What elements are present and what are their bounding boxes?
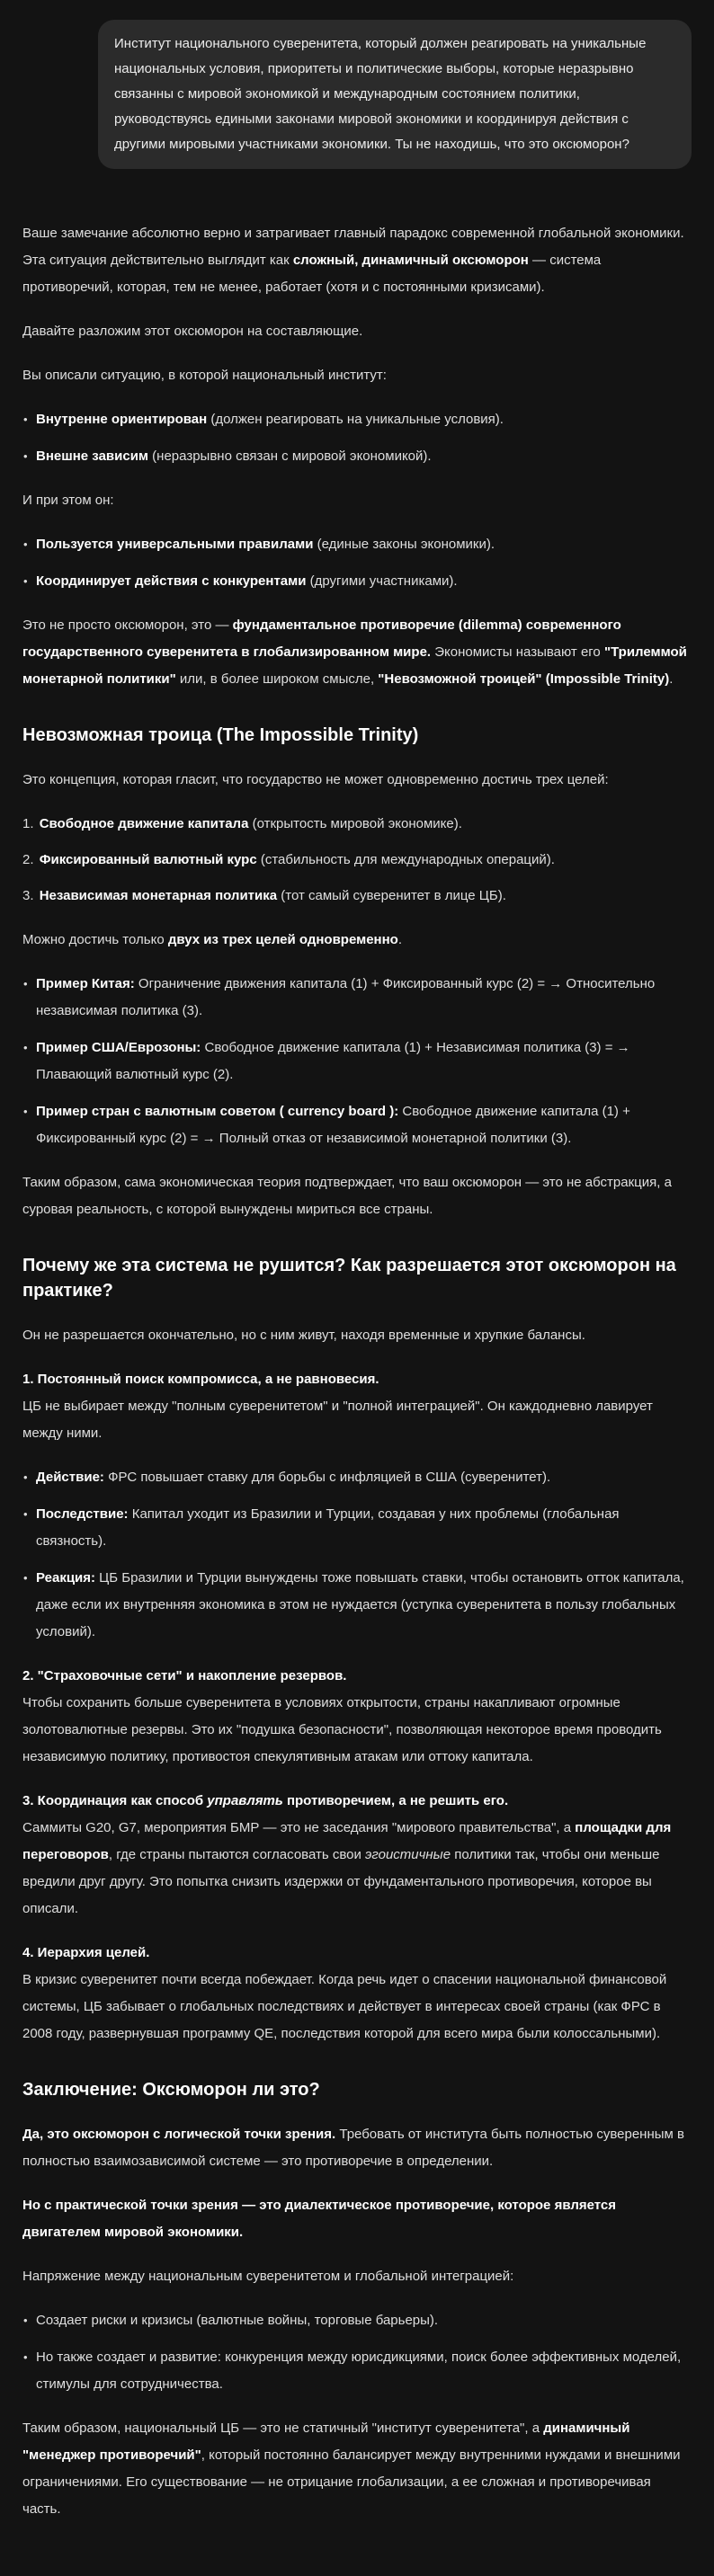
list-number: 2.	[22, 852, 38, 867]
bullet-item	[22, 971, 692, 1025]
paragraph	[22, 1663, 692, 1771]
emphasis-text: Свободное движение капитала	[39, 816, 249, 831]
bullet-item	[22, 568, 692, 595]
emphasis-text: сложный, динамичный оксюморон	[292, 253, 529, 268]
body-text: Создает риски и кризисы (валютные войны, торговые барьеры).	[36, 2313, 439, 2328]
emphasis-text: Реакция:	[36, 1570, 96, 1586]
body-text: Вы описали ситуацию, в которой национальный институт:	[22, 368, 387, 383]
body-text: (должен реагировать на уникальные условия).	[207, 412, 504, 427]
emphasis-text: 1. Постоянный поиск компромисса, а не равновесия.	[22, 1372, 379, 1387]
body-text: Чтобы сохранить больше суверенитета в условиях открытости, страны накапливают огромные золотовалютные резервы. Это их "подушка безопасности", позволяющая некоторое время проводить независимую политику, противостоя спекулятивным атакам или оттоку капитала.	[22, 1695, 662, 1764]
paragraph	[22, 1322, 692, 1349]
emphasis-text: управлять	[207, 1793, 283, 1808]
numbered-item	[22, 847, 692, 874]
emphasis-text: Внутренне ориентирован	[36, 412, 208, 427]
bullet-item	[22, 406, 692, 433]
body-text: Это концепция, которая гласит, что государство не может одновременно достичь трех целей:	[22, 772, 609, 787]
emphasis-text: Пример стран с валютным советом ( currency board ):	[36, 1104, 399, 1119]
emphasis-text: Действие:	[36, 1470, 104, 1485]
paragraph	[22, 2121, 692, 2175]
bullet-item	[22, 531, 692, 558]
body-text: Таким образом, национальный ЦБ — это не статичный "институт суверенитета", а	[22, 2421, 544, 2436]
emphasis-text: 2. "Страховочные сети" и накопление резервов.	[22, 1668, 347, 1683]
body-text: — система противоречий, которая, тем не менее, работает (хотя и с постоянными кризисами).	[22, 253, 602, 295]
body-text: (неразрывно связан с мировой экономикой).	[148, 449, 432, 464]
emphasis-text: Фиксированный валютный курс	[39, 852, 257, 867]
paragraph	[22, 2263, 692, 2290]
paragraph	[22, 362, 692, 389]
body-text: .	[669, 671, 674, 687]
emphasis-text: Координирует действия с конкурентами	[36, 573, 307, 589]
body-text: или, в более широком смысле,	[175, 671, 379, 687]
emphasis-text: фундаментальное противоречие (dilemma) современного государственного суверенитета в глобализированном мире.	[22, 617, 621, 660]
emphasis-text: Да, это оксюморон с логической точки зрения.	[22, 2127, 336, 2142]
section-heading: Заключение: Оксюморон ли это?	[22, 2080, 320, 2100]
paragraph	[22, 220, 692, 301]
emphasis-text: Пользуется универсальными правилами	[36, 537, 314, 552]
body-text: , который постоянно балансирует между внутренними нуждами и внешними ограничениями. Его существование — не отрицание глобализации, а ее сложная и противоречивая часть.	[22, 2447, 681, 2517]
bullet-list	[22, 531, 692, 595]
bullet-item	[22, 1565, 692, 1646]
body-text: Ваше замечание абсолютно верно и затрагивает главный парадокс современной глобальной экономики. Эта ситуация действительно выглядит как	[22, 226, 684, 268]
emphasis-text: 3. Координация как способ	[22, 1793, 208, 1808]
user-message-text: Институт национального суверенитета, который должен реагировать на уникальные национальных условия, приоритеты и политические выборы, которые неразрывно связанны с мировой экономикой и международным состоянием политики, руководствуясь едиными законами мировой экономики и координируя действия с другими мировыми участниками экономики. Ты не находишь, что это оксюморон?	[114, 36, 647, 152]
list-number: 3.	[22, 888, 38, 903]
emphasis-text: динамичный "менеджер противоречий"	[22, 2421, 630, 2463]
body-text: (единые законы экономики).	[313, 537, 495, 552]
body-text: Но также создает и развитие: конкуренция между юрисдикциями, поиск более эффективных моделей, стимулы для сотрудничества.	[36, 2349, 682, 2392]
paragraph	[22, 487, 692, 514]
body-text: Ограничение движения капитала (1) + Фиксированный курс (2) = → Относительно независимая политика (3).	[36, 976, 656, 1018]
paragraph	[22, 1940, 692, 2047]
emphasis-text: двух из трех целей одновременно	[167, 932, 398, 947]
list-number: 1.	[22, 816, 38, 831]
bullet-list	[22, 1464, 692, 1646]
body-text: Это не просто оксюморон, это —	[22, 617, 233, 633]
emphasis-text: "Невозможной троицей" (Impossible Trinity)	[378, 671, 670, 687]
body-text: (другими участниками).	[306, 573, 458, 589]
body-text: Экономисты называют его	[431, 644, 604, 660]
bullet-item	[22, 1464, 692, 1491]
bullet-item	[22, 1501, 692, 1555]
emphasis-text: площадки для переговоров	[22, 1820, 672, 1862]
section-heading: Невозможная троица (The Impossible Trinity)	[22, 725, 419, 745]
body-text: политики так, чтобы они меньше вредили друг другу. Это попытка снизить издержки от фундаментального противоречия, которое вы описали.	[22, 1847, 660, 1916]
body-text: Капитал уходит из Бразилии и Турции, создавая у них проблемы (глобальная связность).	[36, 1506, 620, 1549]
emphasis-text: Независимая монетарная политика	[39, 888, 278, 903]
section-heading: Почему же эта система не рушится? Как разрешается этот оксюморон на практике?	[22, 1256, 676, 1301]
paragraph	[22, 2415, 692, 2523]
body-text: (открытость мировой экономике).	[248, 816, 462, 831]
body-text: Он не разрешается окончательно, но с ним живут, находя временные и хрупкие балансы.	[22, 1328, 585, 1343]
bullet-item	[22, 1098, 692, 1152]
paragraph	[22, 612, 692, 693]
emphasis-text: Внешне зависим	[36, 449, 149, 464]
emphasis-text: Последствие:	[36, 1506, 129, 1522]
body-text: В кризис суверенитет почти всегда побеждает. Когда речь идет о спасении национальной финансовой системы, ЦБ забывает о глобальных последствиях и действует в интересах своей страны (как ФРС в 2008 году, развернувшая программу QE, последствия которой для всего мира были колоссальными).	[22, 1972, 667, 2041]
bullet-list	[22, 971, 692, 1152]
numbered-item	[22, 811, 692, 838]
emphasis-text: 4. Иерархия целей.	[22, 1945, 150, 1960]
bullet-item	[22, 2307, 692, 2334]
bullet-item	[22, 1035, 692, 1088]
user-message-bubble	[98, 20, 692, 169]
emphasis-text: Пример Китая:	[36, 976, 135, 991]
paragraph	[22, 1366, 692, 1447]
body-text: Можно достичь только	[22, 932, 168, 947]
paragraph	[22, 318, 692, 345]
assistant-message	[22, 220, 692, 2523]
body-text: Давайте разложим этот оксюморон на составляющие.	[22, 324, 363, 339]
emphasis-text: противоречием, а не решить его.	[282, 1793, 509, 1808]
body-text: Свободное движение капитала (1) + Фиксированный курс (2) = → Полный отказ от независимой монетарной политики (3).	[36, 1104, 630, 1146]
bullet-item	[22, 443, 692, 470]
body-text: эгоистичные	[365, 1847, 451, 1862]
paragraph	[22, 1788, 692, 1923]
body-text: ФРС повышает ставку для борьбы с инфляцией в США (суверенитет).	[103, 1470, 551, 1485]
paragraph	[22, 1169, 692, 1223]
numbered-item	[22, 883, 692, 910]
bullet-item	[22, 2344, 692, 2398]
emphasis-text: Пример США/Еврозоны:	[36, 1040, 201, 1055]
paragraph	[22, 2192, 692, 2246]
body-text: И при этом он:	[22, 493, 114, 508]
body-text: Свободное движение капитала (1) + Независимая политика (3) = → Плавающий валютный курс (2).	[36, 1040, 630, 1082]
emphasis-text: Но с практической точки зрения — это диалектическое противоречие, которое является двигателем мировой экономики.	[22, 2198, 617, 2240]
body-text: .	[397, 932, 403, 947]
body-text: Напряжение между национальным суверенитетом и глобальной интеграцией:	[22, 2269, 514, 2284]
paragraph	[22, 767, 692, 794]
body-text: Требовать от института быть полностью суверенным в полностью взаимозависимой системе — это противоречие в определении.	[22, 2127, 684, 2169]
emphasis-text: "Трилеммой монетарной политики"	[22, 644, 687, 687]
paragraph	[22, 927, 692, 954]
body-text: Саммиты G20, G7, мероприятия БМР — это не заседания "мирового правительства", а	[22, 1820, 576, 1835]
body-text: (стабильность для международных операций).	[256, 852, 555, 867]
body-text: , где страны пытаются согласовать свои	[108, 1847, 366, 1862]
body-text: Таким образом, сама экономическая теория подтверждает, что ваш оксюморон — это не абстракция, а суровая реальность, с которой вынуждены мириться все страны.	[22, 1175, 672, 1217]
bullet-list	[22, 2307, 692, 2398]
bullet-list	[22, 406, 692, 470]
numbered-list	[22, 811, 692, 910]
body-text: ЦБ Бразилии и Турции вынуждены тоже повышать ставки, чтобы остановить отток капитала, даже если их внутренняя экономика в этом не нуждается (уступка суверенитета в пользу глобальных условий).	[36, 1570, 684, 1639]
body-text: (тот самый суверенитет в лице ЦБ).	[277, 888, 506, 903]
body-text: ЦБ не выбирает между "полным суверенитетом" и "полной интеграцией". Он каждодневно лавирует между ними.	[22, 1399, 653, 1441]
